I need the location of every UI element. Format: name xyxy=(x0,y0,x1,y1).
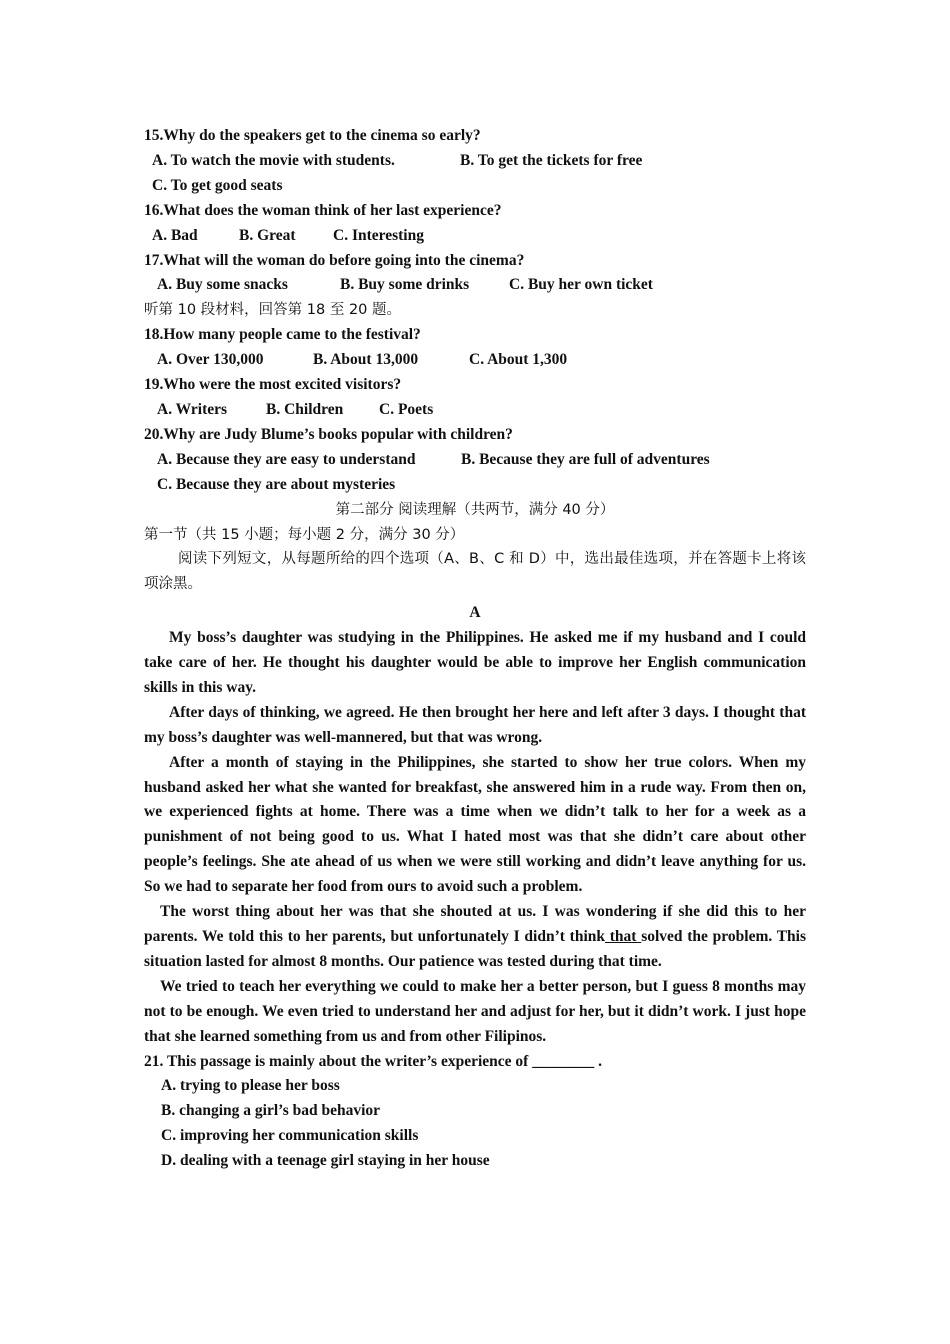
q15-option-c: C. To get good seats xyxy=(152,176,283,194)
q20-option-a: A. Because they are easy to understand xyxy=(157,450,416,468)
q20-option-c: C. Because they are about mysteries xyxy=(157,475,396,493)
q19-option-a: A. Writers xyxy=(157,400,228,418)
q16-option-b: B. Great xyxy=(239,226,296,244)
q15-option-a: A. To watch the movie with students. xyxy=(152,151,395,169)
q16-question: 16.What does the woman think of her last experience? xyxy=(144,201,502,219)
q18-option-b: B. About 13,000 xyxy=(313,351,419,369)
q18-option-a: A. Over 130,000 xyxy=(157,351,264,369)
q17-options-row xyxy=(144,273,806,298)
q21-question: 21. This passage is mainly about the writer’s experience of ________ . xyxy=(144,1052,602,1070)
q21-option-b: B. changing a girl’s bad behavior xyxy=(161,1102,381,1120)
passage-label: A xyxy=(469,604,481,622)
q15-option-b: B. To get the tickets for free xyxy=(460,151,643,169)
part-two-title: 第二部分 阅读理解（共两节，满分 40 分） xyxy=(335,501,615,518)
q16-options-row xyxy=(144,224,806,249)
q21-option-a: A. trying to please her boss xyxy=(161,1077,340,1095)
q15-options-row xyxy=(144,149,806,174)
q21-option-c: C. improving her communication skills xyxy=(161,1127,419,1145)
q17-option-c: C. Buy her own ticket xyxy=(509,276,653,294)
q15-question: 15.Why do the speakers get to the cinema so early? xyxy=(144,127,481,144)
q16-option-a: A. Bad xyxy=(152,226,198,244)
q19-question: 19.Who were the most excited visitors? xyxy=(144,376,402,394)
section-one-title: 第一节（共 15 小题；每小题 2 分，满分 30 分） xyxy=(144,526,465,543)
q18-question: 18.How many people came to the festival? xyxy=(144,326,421,344)
q21-option-d: D. dealing with a teenage girl staying in her house xyxy=(161,1152,490,1170)
paragraph-4-text-before: The worst thing about her was that she shouted at us. I was wondering if she did this to her parents. We told this to her parents, but unfortunately I didn’t think xyxy=(144,903,806,945)
q17-question: 17.What will the woman do before going into the cinema? xyxy=(144,251,525,269)
exam-page xyxy=(144,124,806,1174)
passage-paragraph-2: After days of thinking, we agreed. He then brought her here and left after 3 days. I thought that my boss’s daughter was well-mannered, but that was wrong. xyxy=(144,703,806,746)
q18-options-row xyxy=(144,348,806,373)
underlined-word-that: that xyxy=(605,928,642,945)
paragraph-4-text-after: solved the problem. This situation lasted for almost 8 months. Our patience was tested during that time. xyxy=(144,928,806,970)
passage-paragraph-5: We tried to teach her everything we could to make her a better person, but I guess 8 months may not to be enough. We even tried to understand her and adjust for her, but it didn’t work. I just hope that she learned something from us and from other Filipinos. xyxy=(144,977,806,1045)
q19-options-row xyxy=(144,398,806,423)
q20-options-row xyxy=(144,448,806,473)
section-10-heading: 听第 10 段材料，回答第 18 至 20 题。 xyxy=(144,302,402,319)
passage-paragraph-3: After a month of staying in the Philippines, she started to show her true colors. When my husband asked her what she wanted for breakfast, she answered him in a rude way. From then on, we experienced fights at home. There was a time when we didn’t talk to her for a week as a punishment of not being good to us. What I hated most was that she didn’t care about other people’s feelings. She ate ahead of us when we were still working and didn’t leave anything for us. So we had to separate her food from ours to avoid such a problem. xyxy=(144,753,806,896)
q19-option-c: C. Poets xyxy=(379,400,434,418)
q20-question: 20.Why are Judy Blume’s books popular with children? xyxy=(144,425,513,443)
q17-option-a: A. Buy some snacks xyxy=(157,276,288,294)
q17-option-b: B. Buy some drinks xyxy=(340,276,470,294)
q19-option-b: B. Children xyxy=(266,400,344,418)
reading-instructions: 阅读下列短文，从每题所给的四个选项（A、B、C 和 D）中，选出最佳选项，并在答题卡上将该项涂黑。 xyxy=(144,551,806,593)
q20-option-b: B. Because they are full of adventures xyxy=(461,450,710,468)
passage-paragraph-1: My boss’s daughter was studying in the Philippines. He asked me if my husband and I could take care of her. He thought his daughter would be able to improve her English communication skills in this way. xyxy=(144,629,806,696)
q18-option-c: C. About 1,300 xyxy=(469,351,568,369)
q16-option-c: C. Interesting xyxy=(333,226,424,244)
passage-paragraph-4 xyxy=(144,900,806,975)
